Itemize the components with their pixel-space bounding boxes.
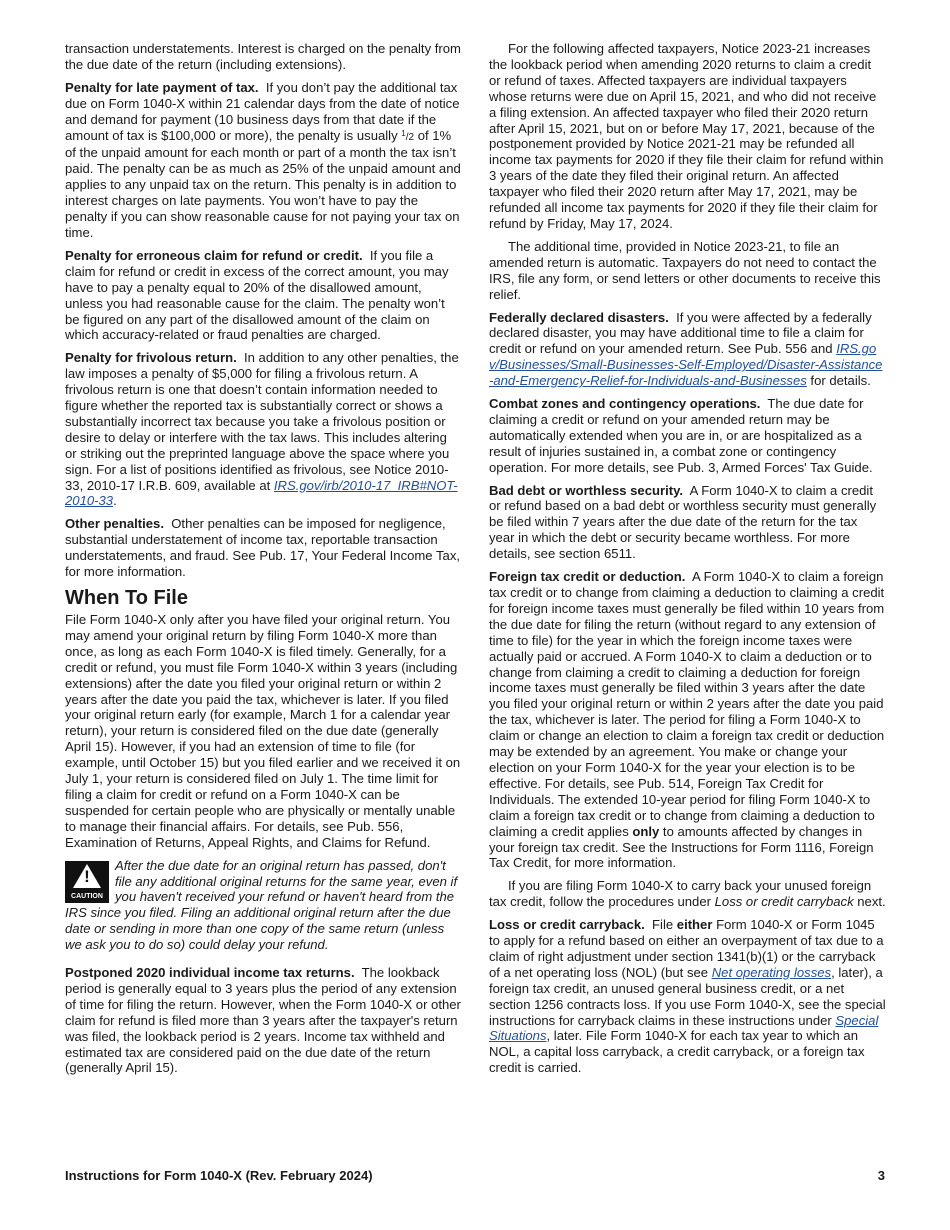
bad-debt-heading: Bad debt or worthless security. (489, 482, 684, 498)
caution-icon: ! CAUTION (65, 861, 109, 903)
disasters-text: If you were affected by a federally declared disaster, you may have additional time to file a claim for credit or refund on your amended return. See Pub. 556 and (489, 309, 872, 357)
loss-t2: Form 1040-X or Form 1045 to apply for a refund based on either an overpayment of tax due to a claim of right adjustment under section 1341(b)(1) or the carryback of a net operating loss (NOL) (but see (489, 917, 884, 980)
bad-debt-text: A Form 1040-X to claim a credit or refund based on a bad debt or worthless security must generally be filed within 7 years after the due date of the return for the tax year in which the debt or security became worthless. For more details, see section 6511. (489, 482, 877, 562)
page-number: 3 (877, 1168, 885, 1183)
intro-paragraph: transaction understatements. Interest is charged on the penalty from the due date of the return (including extensions). (65, 41, 461, 72)
right-column (489, 41, 886, 1083)
erroneous-claim-paragraph (65, 248, 461, 343)
combat-zones-heading: Combat zones and contingency operations. (489, 396, 761, 412)
late-payment-text-a: If you don’t pay the additional tax due on Form 1040-X within 21 calendar days from the date of notice and demand for payment (10 business days from that date if the amount of tax is $100,000 or more), the penalty is usually (65, 79, 460, 143)
combat-zones-paragraph (489, 396, 886, 476)
caution-label: CAUTION (71, 892, 103, 900)
foreign-tax-text-a: A Form 1040-X to claim a foreign tax credit or to change from claiming a deduction to claiming a credit for foreign income taxes must generally be filed within 10 years from the due date for filing the return (without regard to any extension of time to file) for the year in which the foreign income taxes were actually paid or accrued. A Form 1040-X to claim a deduction or to change from claiming a credit to claiming a deduction for foreign income taxes must generally be filed within 3 years after the date you filed your original return or within 2 years after the date you paid the tax, whichever is later. The period for filing a Form 1040-X to claim or change an election to claim a foreign tax credit or deduction may be extended by an agreement. You make or change your election on your Form 1040-X for the year your election is to be effective. For details, see Pub. 514, Foreign Tax Credit for Individuals. The extended 10-year period for filing Form 1040-X to claim a foreign tax credit or to change from claiming a deduction to claiming a credit applies (489, 569, 885, 839)
late-payment-text-b: of 1% of the unpaid amount for each month or part of a month the tax isn’t paid. The penalty can be as much as 25% of the unpaid amount and applies to any unpaid tax on the return. This penalty is in addition to interest charges on late payments. You won’t have to pay the penalty if you can show reasonable cause for not paying your tax on time. (65, 127, 461, 240)
carryback-note-paragraph (489, 878, 886, 910)
postponed-returns-paragraph (65, 965, 461, 1076)
loss-t1: File (652, 917, 677, 933)
other-penalties-text: Other penalties can be imposed for negligence, substantial understatement of income tax, reportable transaction understatements, and fraud. See Pub. 17, Your Federal Income Tax, for more information. (65, 516, 461, 580)
frivolous-after: . (113, 493, 117, 509)
disasters-after: for details. (806, 373, 871, 389)
other-penalties-heading: Other penalties. (65, 516, 164, 532)
postponed-returns-text: The lookback period is generally equal to 3 years plus the period of any extension of time for filing the return. However, when the Form 1040-X or other claim for refund is filed more than 3 years after the taxpayer's return was filed, the lookback period is 2 years. Income tax withheld and estimated tax are considered paid on the due date of the return (generally April 15). (65, 965, 461, 1076)
disasters-heading: Federally declared disasters. (489, 309, 669, 325)
net-operating-losses-link[interactable]: Net operating losses (711, 964, 832, 980)
special-situations-link[interactable]: Special Situations (489, 1012, 879, 1044)
bad-debt-paragraph (489, 483, 886, 563)
carryback-note-italic: Loss or credit carryback (714, 894, 854, 910)
caution-text: After the due date for an original return has passed, don't file any additional original returns for the same year, even if you haven't received your refund or haven't heard from the IRS since you filed. Filing an additional original return after the due date or sending in more than one copy of the same return (unless we ask you to do so) could delay your refund. (65, 857, 458, 953)
disaster-assistance-link[interactable]: IRS.gov/Businesses/Small-Businesses-Self-Employed/Disaster-Assistance-and-Emergency-Relief-for-Individuals-and-Businesses (489, 341, 883, 389)
erroneous-claim-text: If you file a claim for refund or credit in excess of the correct amount, you may have to pay a penalty equal to 20% of the disallowed amount, unless you had reasonable cause for the claim. The penalty won’t be figured on any part of the disallowed amount of the claim on which accuracy-related or fraud penalties are charged. (65, 247, 449, 343)
notice-paragraph-2: The additional time, provided in Notice 2023-21, to file an amended return is automatic. Taxpayers do not need to contact the IRS, file any form, or send letters or other documents to receive this relief. (489, 238, 881, 302)
loss-carryback-heading: Loss or credit carryback. (489, 917, 645, 933)
loss-t3: , later), a foreign tax credit, an unused general business credit, or a net section 1256 contracts loss. If you use Form 1040-X, see the special instructions for carryback claims in these instructions under (489, 964, 886, 1028)
when-to-file-text: File Form 1040-X only after you have filed your original return. You may amend your original return by filing Form 1040-X more than once, as long as each Form 1040-X is filed timely. Generally, for a credit or refund, you must file Form 1040-X within 3 years (including extensions) after the date you filed your original return or within 2 years after the date you paid the tax, whichever is later. If you filed your original return early (for example, March 1 for a calendar year return), your return is considered filed on the due date (generally April 15). However, if you had an extension of time to file (for example, until October 15) but you filed earlier and we received it on July 1, your return is considered filed on July 1. The time limit for filing a claim for credit or refund on a Form 1040-X can be suspended for certain people who are physically or mentally unable to manage their financial affairs. For details, see Pub. 556, Examination of Returns, Appeal Rights, and Claims for Refund. (65, 612, 461, 850)
erroneous-claim-heading: Penalty for erroneous claim for refund or credit. (65, 247, 363, 263)
other-penalties-paragraph (65, 516, 461, 580)
loss-t4: , later. File Form 1040-X for each tax year to which an NOL, a capital loss carryback, a credit carryback, or a foreign tax credit is carried. (489, 1028, 865, 1076)
late-payment-paragraph (65, 80, 461, 241)
caution-box (65, 858, 461, 953)
loss-carryback-paragraph (489, 917, 886, 1076)
foreign-tax-text-b: to amounts affected by changes in your foreign tax credit. See the Instructions for Form 1116, Foreign Tax Credit, for more information. (489, 823, 874, 871)
notice-paragraph-1: For the following affected taxpayers, Notice 2023-21 increases the lookback period when amending 2020 returns to claim a credit or refund of taxes. Affected taxpayers are individual taxpayers whose returns were due on April 15, 2021, and who did not receive a filing extension. An affected taxpayer who filed their 2020 return after April 15, 2021, but on or before May 17, 2021, because of the postponement provided by Notice 2021-21 may be refunded all income tax payments for 2020 if they file their claim for refund within 3 years of the date they filed their original return. An affected taxpayer who filed their 2020 return after May 17, 2021, may be refunded all income tax payments for 2020 if they file their claim for refund by Friday, May 17, 2024. (489, 41, 884, 231)
irs-irb-link[interactable]: IRS.gov/irb/2010-17_IRB#NOT-2010-33 (65, 477, 458, 509)
frivolous-return-paragraph (65, 350, 461, 509)
frivolous-return-text: In addition to any other penalties, the law imposes a penalty of $5,000 for filing a frivolous return. A frivolous return is one that doesn’t contain information needed to figure whether the reported tax is substantially correct or shows a substantially incorrect tax because you take a frivolous position or desire to delay or interfere with the tax laws. This includes altering or striking out the preprinted language above the space where you sign. For a list of positions identified as frivolous, see Notice 2010-33, 2010-17 I.R.B. 609, available at (65, 350, 459, 493)
foreign-tax-bold: only (632, 823, 660, 839)
fraction-denominator: /2 (405, 131, 415, 143)
fraction-numerator: 1 (401, 128, 406, 138)
combat-zones-text: The due date for claiming a credit or refund on your amended return may be automatically extended when you are in, or are hospitalized as a result of injuries sustained in, a combat zone or contingency operation. For more details, see Pub. 3, Armed Forces' Tax Guide. (489, 396, 873, 475)
postponed-returns-heading: Postponed 2020 individual income tax returns. (65, 965, 355, 981)
late-payment-heading: Penalty for late payment of tax. (65, 79, 259, 95)
frivolous-return-heading: Penalty for frivolous return. (65, 350, 237, 366)
foreign-tax-paragraph (489, 569, 886, 871)
disasters-paragraph (489, 310, 886, 390)
left-column (65, 41, 461, 1083)
carryback-note-text-b: next. (853, 894, 886, 910)
footer-title: Instructions for Form 1040-X (Rev. February 2024) (65, 1168, 373, 1183)
carryback-note-text-a: If you are filing Form 1040-X to carry back your unused foreign tax credit, follow the procedures under (489, 878, 872, 910)
when-to-file-heading: When To File (65, 587, 188, 609)
loss-b1: either (676, 917, 713, 933)
foreign-tax-heading: Foreign tax credit or deduction. (489, 569, 686, 585)
